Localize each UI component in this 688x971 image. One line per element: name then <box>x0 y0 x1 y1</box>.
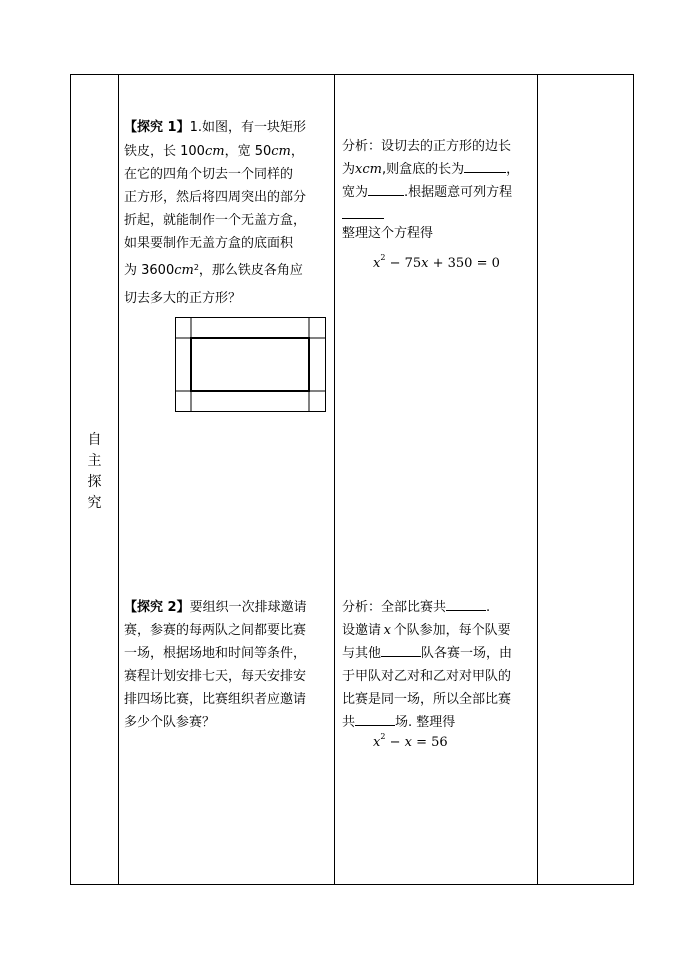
problem-1-line: 折起，就能制作一个无盖方盒， <box>124 213 307 228</box>
answer-blank[interactable] <box>446 596 486 611</box>
problem-2-line: 赛，参赛的每两队之间都要比赛 <box>124 623 307 638</box>
problem-1-line: 如果要制作无盖方盒的底面积 <box>124 236 294 251</box>
problem-2-tag: 【探究 2】 <box>124 600 190 615</box>
problem-2-line: 赛程计划安排七天，每天安排安 <box>124 669 307 684</box>
analysis-2-line: 与其他 队各赛一场，由 <box>342 642 512 666</box>
answer-blank[interactable] <box>381 642 421 657</box>
column-divider <box>334 74 335 885</box>
equation-2: $x^2 - x = 56$ <box>373 732 448 750</box>
analysis-2-line: 共 场. 整理得 <box>342 711 455 735</box>
answer-blank[interactable] <box>355 711 395 726</box>
analysis-2-line: 设邀请 x 个队参加，每个队要 <box>342 623 511 638</box>
problem-1-tag: 【探究 1】 <box>124 120 190 135</box>
side-label: 自 主 探 究 <box>87 432 102 511</box>
analysis-1-line: 整理这个方程得 <box>342 226 434 241</box>
analysis-1-line: 为xcm,则盒底的长为 ， <box>342 158 519 182</box>
analysis-1-line: 宽为 .根据题意可列方程 <box>342 181 512 205</box>
answer-blank[interactable] <box>342 204 384 219</box>
problem-1-line: 铁皮，长 100cm，宽 50cm， <box>124 144 304 159</box>
problem-1-line: 为 $3600cm^2$，那么铁皮各角应 <box>124 263 303 278</box>
problem-2-line: 排四场比赛，比赛组织者应邀请 <box>124 692 307 707</box>
problem-1-line: 在它的四角个切去一个同样的 <box>124 167 294 182</box>
problem-1-line: 【探究 1】1.如图，有一块矩形 <box>124 120 306 135</box>
analysis-2-line: 比赛是同一场，所以全部比赛 <box>342 692 512 707</box>
answer-blank[interactable] <box>464 158 506 173</box>
analysis-1-line: 分析：设切去的正方形的边长 <box>342 139 512 154</box>
problem-2-line: 多少个队参赛？ <box>124 715 216 730</box>
equation-1: $x^2 - 75x + 350 = 0$ <box>373 253 500 271</box>
column-divider <box>537 74 538 885</box>
sheet-diagram <box>175 317 327 413</box>
analysis-2-line: 分析：全部比赛共 . <box>342 596 490 620</box>
answer-blank[interactable] <box>368 181 404 196</box>
column-divider <box>118 74 119 885</box>
problem-2-line: 一场，根据场地和时间等条件， <box>124 646 307 661</box>
problem-2-line: 【探究 2】要组织一次排球邀请 <box>124 600 307 615</box>
problem-1-line: 正方形，然后将四周突出的部分 <box>124 190 307 205</box>
problem-1-line: 切去多大的正方形？ <box>124 291 242 306</box>
analysis-2-line: 于甲队对乙对和乙对对甲队的 <box>342 669 512 684</box>
